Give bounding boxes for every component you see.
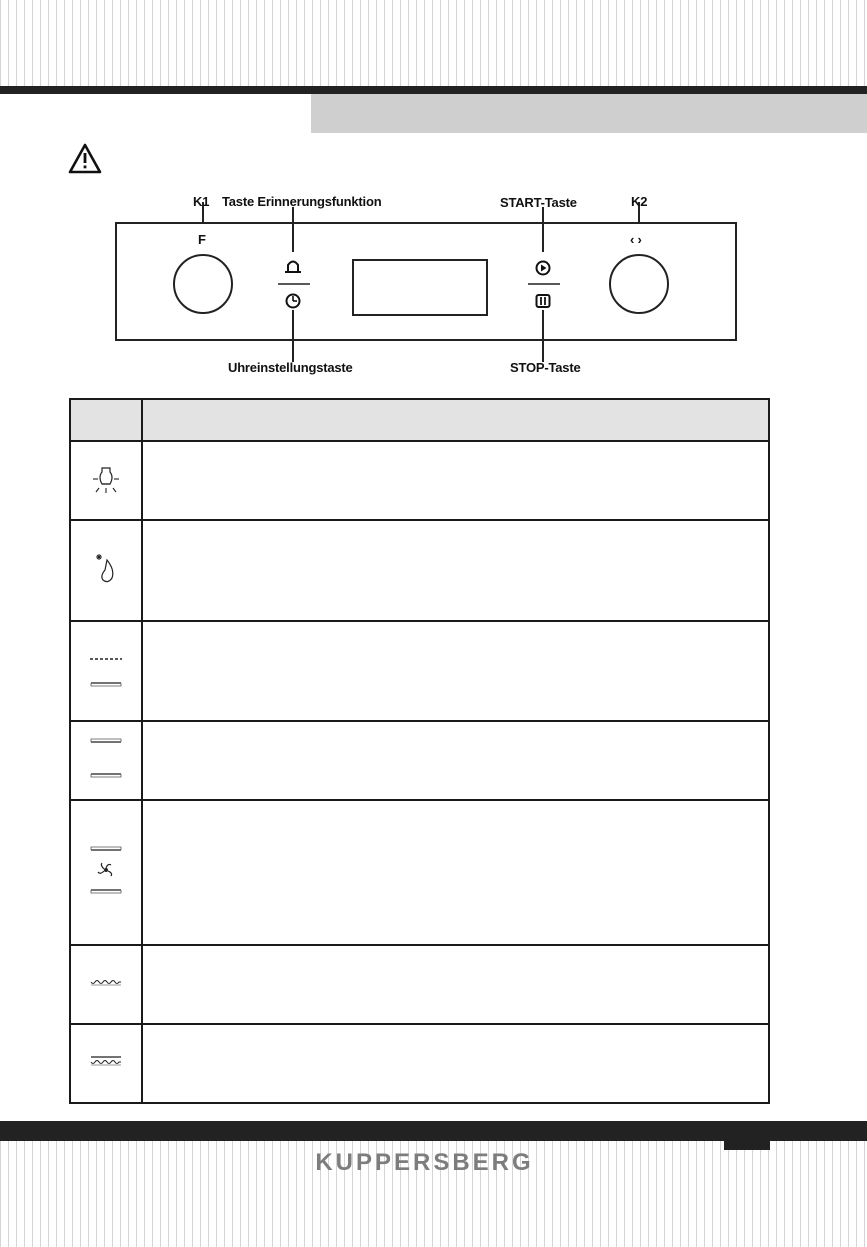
table-icon-cell — [70, 520, 142, 621]
table-row — [70, 945, 769, 1024]
table-row — [70, 441, 769, 520]
warning-icon — [67, 142, 103, 176]
double-grill-icon — [86, 1051, 126, 1071]
table-row — [70, 800, 769, 945]
k1-symbol: F — [198, 232, 206, 247]
k2-symbol: ‹ › — [630, 232, 642, 247]
table-description-cell — [142, 520, 769, 621]
knob-k2 — [610, 255, 668, 313]
top-bottom-heat-icon — [86, 736, 126, 780]
stop-button-callout: STOP-Taste — [510, 360, 581, 375]
table-description-cell — [142, 1024, 769, 1103]
table-header-description-cell — [142, 399, 769, 441]
oven-functions-table — [69, 398, 770, 1104]
start-icon — [537, 262, 550, 275]
table-icon-cell — [70, 945, 142, 1024]
display-window — [353, 260, 487, 315]
table-header-row — [70, 399, 769, 441]
table-row — [70, 1024, 769, 1103]
table-description-cell — [142, 441, 769, 520]
k2-label: K2 — [631, 194, 648, 209]
table-header-icon-cell — [70, 399, 142, 441]
table-icon-cell — [70, 441, 142, 520]
bottom-heat-dashed-top-icon — [86, 649, 126, 689]
knob-k1 — [174, 255, 232, 313]
table-row — [70, 721, 769, 800]
top-divider-bar — [0, 86, 867, 94]
table-row — [70, 621, 769, 721]
lamp-icon — [90, 460, 122, 496]
table-icon-cell — [70, 621, 142, 721]
top-stripe-pattern — [0, 0, 867, 86]
bottom-divider-bar — [0, 1121, 867, 1141]
table-description-cell — [142, 621, 769, 721]
table-row — [70, 520, 769, 621]
brand-logo: KUPPERSBERG — [315, 1149, 534, 1176]
defrost-icon — [90, 548, 122, 588]
table-icon-cell — [70, 1024, 142, 1103]
table-description-cell — [142, 800, 769, 945]
table-icon-cell — [70, 721, 142, 800]
reminder-button-callout: Taste Erinnerungsfunktion — [222, 194, 382, 209]
table-icon-cell — [70, 800, 142, 945]
grill-icon — [86, 972, 126, 992]
panel-outline — [116, 223, 736, 340]
stop-icon — [537, 295, 550, 307]
k1-label: K1 — [193, 194, 210, 209]
bell-icon — [285, 262, 301, 273]
fan-heat-icon — [86, 844, 126, 896]
clock-set-icon — [287, 295, 300, 308]
table-description-cell — [142, 721, 769, 800]
control-panel-diagram — [100, 190, 760, 380]
clock-button-callout: Uhreinstellungstaste — [228, 360, 353, 375]
section-header-band — [311, 94, 867, 133]
table-description-cell — [142, 945, 769, 1024]
start-button-callout: START-Taste — [500, 195, 577, 210]
